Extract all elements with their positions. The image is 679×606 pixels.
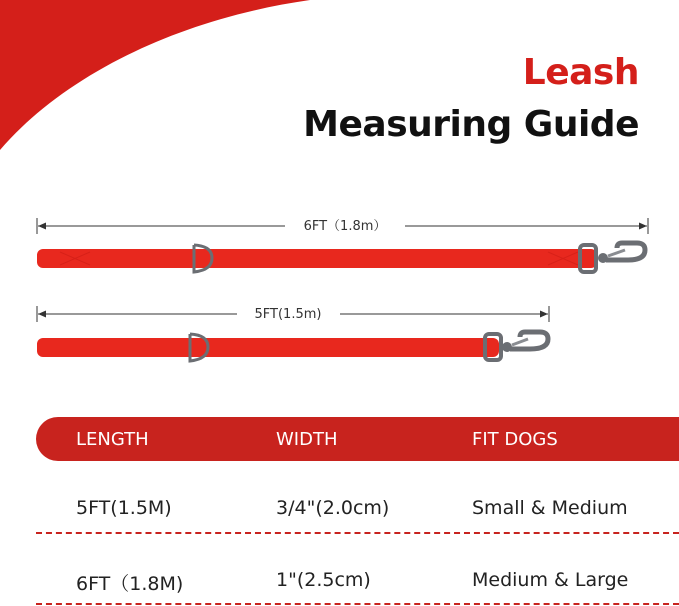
leash-5ft [37, 332, 548, 361]
dimension-line-5ft [37, 306, 549, 322]
dimension-line-6ft [37, 218, 648, 234]
leash-6ft [37, 243, 645, 272]
row1-length: 5FT(1.5M) [76, 497, 172, 519]
row-divider [36, 532, 679, 534]
header-width: WIDTH [276, 429, 338, 450]
dimension-label-5ft: 5FT(1.5m) [254, 307, 322, 322]
header-fit-dogs: FIT DOGS [472, 429, 558, 450]
title-leash: Leash [522, 52, 639, 93]
dimension-label-6ft: 6FT（1.8m） [303, 219, 387, 234]
row1-fit-dogs: Small & Medium [472, 497, 628, 519]
title-measuring-guide: Measuring Guide [303, 104, 639, 145]
row1-width: 3/4"(2.0cm) [276, 497, 390, 519]
header-length: LENGTH [76, 429, 149, 450]
row-divider-bottom [36, 603, 679, 605]
row2-fit-dogs: Medium & Large [472, 569, 629, 591]
row2-length: 6FT（1.8M) [76, 573, 184, 595]
row2-width: 1"(2.5cm) [276, 569, 371, 591]
